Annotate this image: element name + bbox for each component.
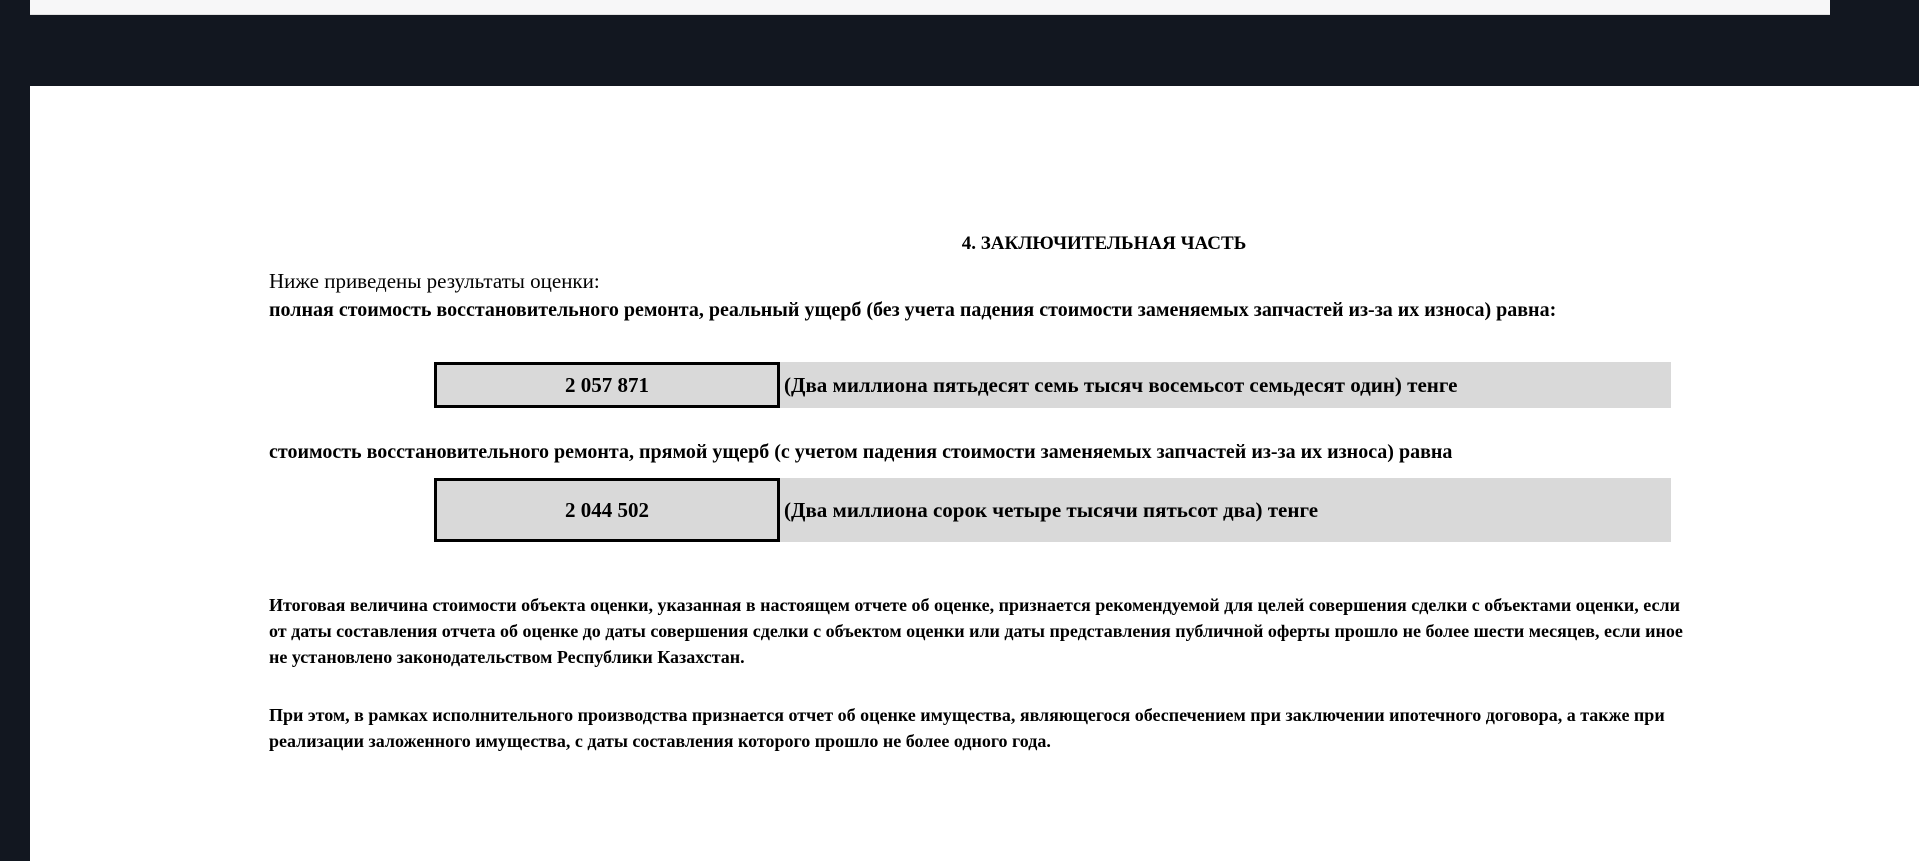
direct-cost-words: (Два миллиона сорок четыре тысячи пятьсот два) тенге <box>784 497 1319 522</box>
document-page <box>30 86 1919 861</box>
direct-cost-row <box>434 478 1671 542</box>
section-title: 4. ЗАКЛЮЧИТЕЛЬНАЯ ЧАСТЬ <box>961 233 1247 254</box>
full-cost-words: (Два миллиона пятьдесят семь тысяч восемьсот семьдесят один) тенге <box>784 372 1458 397</box>
full-cost-row <box>434 362 1671 408</box>
intro-text: Ниже приведены результаты оценки: <box>269 269 600 293</box>
previous-page-edge <box>30 0 1830 15</box>
direct-cost-value: 2 044 502 <box>434 478 780 542</box>
final-value-paragraph: Итоговая величина стоимости объекта оценки, указанная в настоящем отчете об оценке, признается рекомендуемой для целей совершения сделки с объектами оценки, если от даты составления отчета об оценке до даты совершения сделки с объектом оценки или даты представления публичной оферты прошло не более шести месяцев, если иное не установлено законодательством Республики Казахстан. <box>269 595 1683 667</box>
full-cost-label: полная стоимость восстановительного ремонта, реальный ущерб (без учета падения стоимости заменяемых запчастей из-за их износа) равна: <box>269 299 1557 321</box>
full-cost-value: 2 057 871 <box>434 362 780 408</box>
direct-cost-label: стоимость восстановительного ремонта, прямой ущерб (с учетом падения стоимости заменяемых запчастей из-за их износа) равна <box>269 441 1453 463</box>
enforcement-paragraph: При этом, в рамках исполнительного производства признается отчет об оценке имущества, являющегося обеспечением при заключении ипотечного договора, а также при реализации заложенного имущества, с даты составления которого прошло не более одного года. <box>269 705 1665 751</box>
